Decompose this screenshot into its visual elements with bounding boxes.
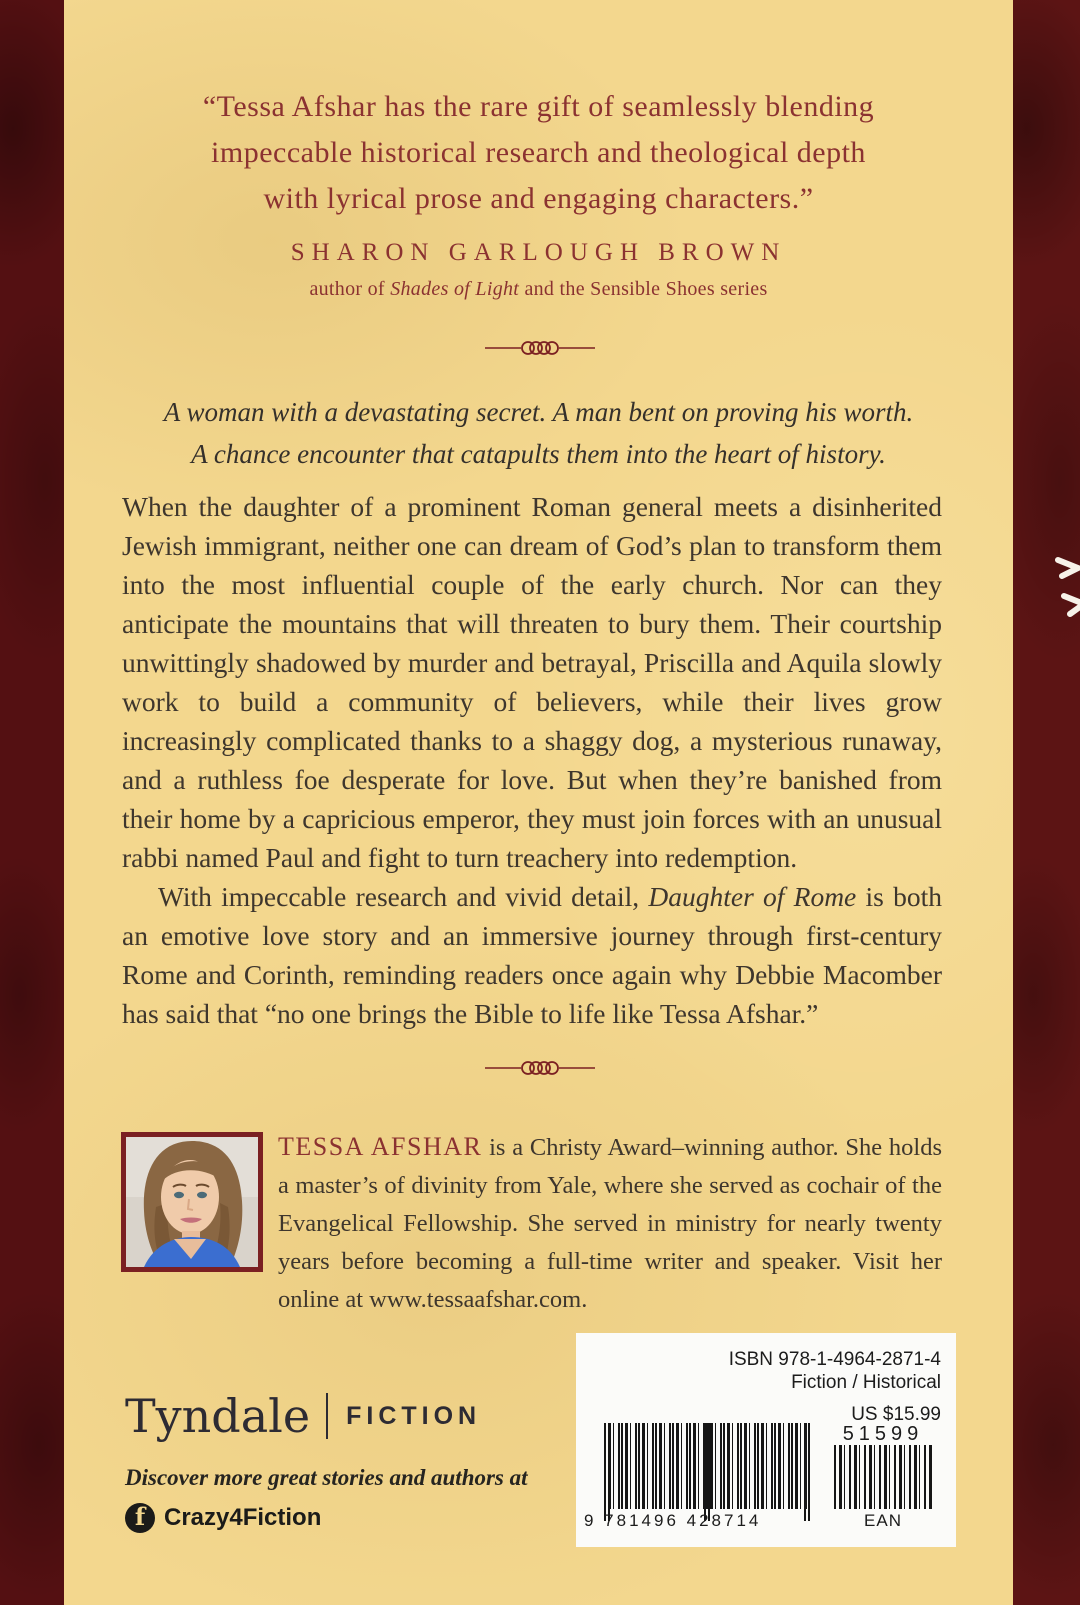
tagline-line1: A woman with a devastating secret. A man bent on proving his worth. <box>163 397 914 427</box>
synopsis-paragraph-1: When the daughter of a prominent Roman general meets a disinherited Jewish immigrant, neither one can dream of God’s plan to transform them into the most influential couple of the early church. Nor can they anticipate the mountains that will threaten to bury them. Their courtship unwittingly shadowed by murder and betrayal, Priscilla and Aquila slowly work to build a community of believers, while their lives grow increasingly complicated thanks to a shaggy dog, a mysterious runaway, and a ruthless foe desperate for love. But when they’re banished from their home by a capricious emperor, they must join forces with an unusual rabbi named Paul and fight to turn treachery into redemption. <box>122 491 942 873</box>
rope-divider-top-icon <box>485 338 595 358</box>
endorsement-block <box>64 84 1013 301</box>
author-bio-text <box>278 1128 942 1319</box>
publisher-logo <box>125 1389 528 1443</box>
synopsis-block <box>122 487 942 1033</box>
synopsis-book-title: Daughter of Rome <box>648 881 857 912</box>
endorsement-quote-line3: with lyrical prose and engaging characters.” <box>263 182 814 215</box>
page-edge-mark-icon <box>1052 552 1080 622</box>
logo-divider <box>326 1393 328 1439</box>
synopsis-p2-suffix: is both an emotive love story and an immersive journey through first-century Rome and Corinth, reminding readers once again why Debbie Macomber has said that “no one brings the Bible to life like Tessa Afshar.” <box>122 881 942 1029</box>
ean-barcode-bars <box>604 1423 808 1509</box>
barcode-digits: 9 781496 428714 <box>584 1511 762 1530</box>
tagline-line2: A chance encounter that catapults them into the heart of history. <box>191 439 886 469</box>
left-border <box>0 0 64 1605</box>
barcode-guard-bar <box>708 1423 710 1521</box>
author-bio-block <box>121 1128 942 1319</box>
barcode-panel <box>576 1333 956 1547</box>
barcode-guard-bar <box>804 1423 806 1521</box>
price-label: US $15.99 <box>851 1404 941 1425</box>
rope-divider-bottom-icon <box>485 1058 595 1078</box>
endorser-name: SHARON GARLOUGH BROWN <box>290 239 787 266</box>
barcode-guard-bar <box>704 1423 706 1521</box>
tyndale-wordmark: Tyndale <box>125 1389 311 1443</box>
endorsement-quote-line1: “Tessa Afshar has the rare gift of seamlessly blending <box>202 90 875 123</box>
facebook-icon: f <box>125 1503 155 1533</box>
barcode-guard-bar <box>608 1423 610 1521</box>
social-handle: Crazy4Fiction <box>164 1504 322 1531</box>
author-bio-body: is a Christy Award–winning author. She holds a master’s of divinity from Yale, where she served as cochair of the Evangelical Fellowship. She served in ministry for nearly twenty years before becoming a full-time writer and speaker. Visit her online at www.tessaafshar.com. <box>278 1134 942 1313</box>
author-name: TESSA AFSHAR <box>278 1132 483 1161</box>
addon-barcode-bars <box>834 1445 932 1509</box>
ean-label: EAN <box>864 1511 902 1530</box>
price-addon-code: 51599 <box>842 1423 924 1445</box>
author-photo <box>121 1132 263 1272</box>
endorser-credit <box>64 278 1013 301</box>
synopsis-paragraph-2 <box>122 877 942 1033</box>
tagline-block <box>64 391 1013 475</box>
credit-prefix: author of <box>309 278 391 300</box>
social-row <box>125 1503 528 1533</box>
credit-suffix: and the Sensible Shoes series <box>519 278 768 300</box>
genre-category: Fiction / Historical <box>791 1372 941 1393</box>
fiction-imprint-label: FICTION <box>346 1401 482 1430</box>
credit-book-title: Shades of Light <box>390 278 520 300</box>
endorsement-quote-line2: impeccable historical research and theological depth <box>211 136 866 169</box>
isbn-number: ISBN 978-1-4964-2871-4 <box>728 1349 941 1370</box>
barcode-guard-bar <box>604 1423 606 1521</box>
publisher-block <box>125 1389 528 1533</box>
right-border <box>1013 0 1080 1605</box>
synopsis-p2-prefix: With impeccable research and vivid detail, <box>158 881 649 912</box>
barcode-guard-bar <box>808 1423 810 1521</box>
discover-tagline: Discover more great stories and authors at <box>125 1465 528 1490</box>
